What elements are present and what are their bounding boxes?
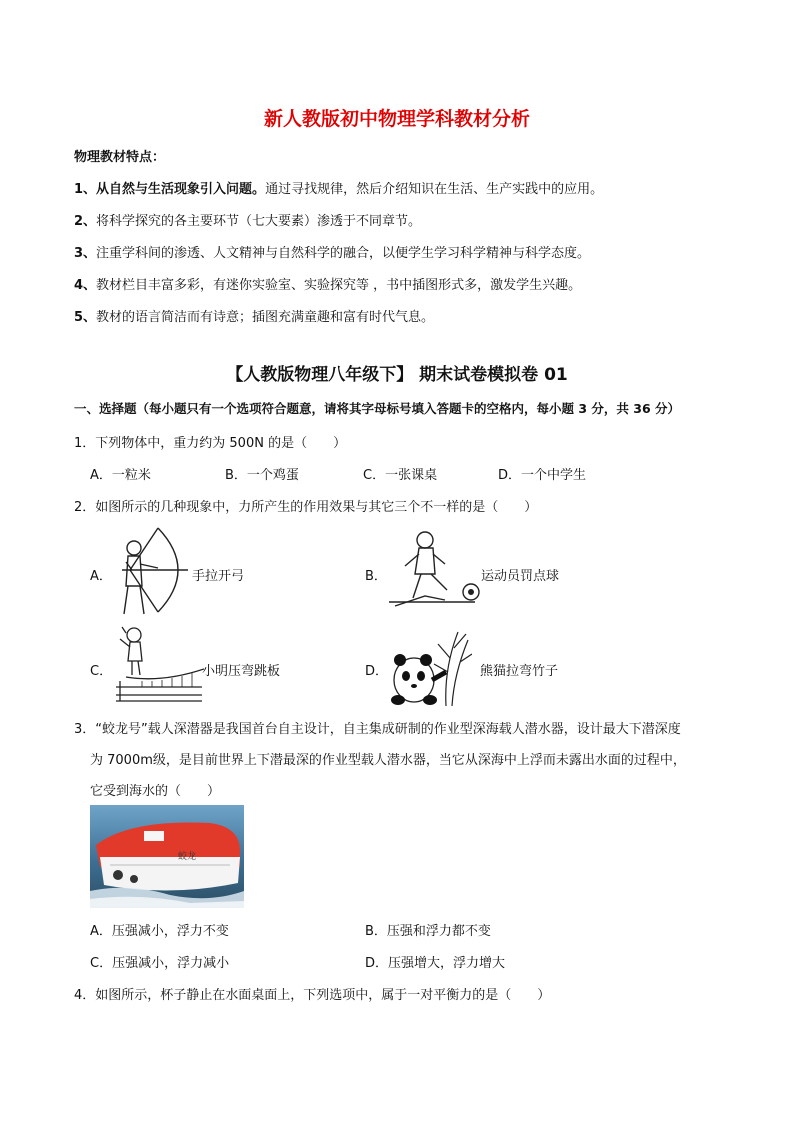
- feature-item-2: [74, 210, 421, 229]
- question-3-line-3: 它受到海水的（ ）: [90, 784, 221, 799]
- q1-option-d: D．一个中学生: [498, 468, 587, 483]
- q2-option-d-caption: 熊猫拉弯竹子: [480, 664, 559, 679]
- submersible-label: 蛟龙: [178, 852, 197, 862]
- panda-bamboo-drawing: [388, 628, 472, 708]
- q2-option-a-caption: 手拉开弓: [192, 569, 245, 584]
- feature-num: 2、: [74, 214, 97, 229]
- feature-num: 5、: [74, 310, 97, 325]
- feature-text: 教材栏目丰富多彩，有迷你实验室、实验探究等 ，书中插图形式多，激发学生兴趣。: [96, 278, 582, 293]
- feature-text: 注重学科间的渗透、人文精神与自然科学的融合，以便学生学习科学精神与科学态度。: [96, 246, 591, 261]
- q2-option-a-letter: A．: [90, 569, 112, 584]
- q2-option-c-caption: 小明压弯跳板: [202, 664, 281, 679]
- penalty-kick-drawing: [385, 528, 483, 610]
- archer-drawing: [112, 524, 192, 616]
- feature-item-5: [74, 306, 434, 325]
- question-1-stem: 1．下列物体中，重力约为 500N 的是（ ）: [74, 436, 347, 451]
- q2-option-d-letter: D．: [365, 664, 389, 679]
- feature-text: 通过寻找规律，然后介绍知识在生活、生产实践中的应用。: [265, 182, 604, 197]
- feature-num: 4、: [74, 278, 97, 293]
- q1-option-c: C．一张课桌: [363, 468, 438, 483]
- section-heading: 一、选择题（每小题只有一个选项符合题意，请将其字母标号填入答题卡的空格内，每小题 3 分，共 36 分）: [74, 401, 681, 416]
- page-title: 新人教版初中物理学科教材分析: [263, 108, 530, 130]
- q2-option-b-caption: 运动员罚点球: [481, 569, 560, 584]
- q3-option-d: D．压强增大，浮力增大: [365, 956, 506, 971]
- features-heading: 物理教材特点：: [74, 150, 166, 165]
- question-3-line-1: 3．“蛟龙号”载人深潜器是我国首台自主设计，自主集成研制的作业型深海载人潜水器，设计最大下潜深度: [74, 722, 681, 737]
- question-2-stem: 2．如图所示的几种现象中，力所产生的作用效果与其它三个不一样的是（ ）: [74, 500, 538, 515]
- q1-option-b: B．一个鸡蛋: [225, 468, 299, 483]
- diving-board-drawing: [112, 625, 204, 705]
- q1-option-a: A．一粒米: [90, 468, 151, 483]
- feature-text: 将科学探究的各主要环节（七大要素）渗透于不同章节。: [96, 214, 422, 229]
- feature-bold: 从自然与生活现象引入问题。: [96, 182, 266, 197]
- feature-item-3: [74, 242, 590, 261]
- feature-item-1: [74, 178, 603, 197]
- question-4-stem: 4．如图所示，杯子静止在水面桌面上，下列选项中，属于一对平衡力的是（ ）: [74, 988, 551, 1003]
- q2-option-c-letter: C．: [90, 664, 113, 679]
- feature-num: 1、: [74, 182, 97, 197]
- feature-text: 教材的语言简洁而有诗意；插图充满童趣和富有时代气息。: [96, 310, 435, 325]
- q3-option-b: B．压强和浮力都不变: [365, 924, 491, 939]
- q2-option-b-letter: B．: [365, 569, 387, 584]
- q3-option-a: A．压强减小，浮力不变: [90, 924, 229, 939]
- submersible-photo: [90, 805, 244, 908]
- q3-option-c: C．压强减小，浮力减小: [90, 956, 230, 971]
- question-3-line-2: 为 7000m级，是目前世界上下潜最深的作业型载人潜水器，当它从深海中上浮而未露出水面的过程中，: [90, 753, 686, 768]
- feature-item-4: [74, 274, 581, 293]
- feature-num: 3、: [74, 246, 97, 261]
- exam-title: 【人教版物理八年级下】 期末试卷模拟卷 01: [226, 365, 568, 385]
